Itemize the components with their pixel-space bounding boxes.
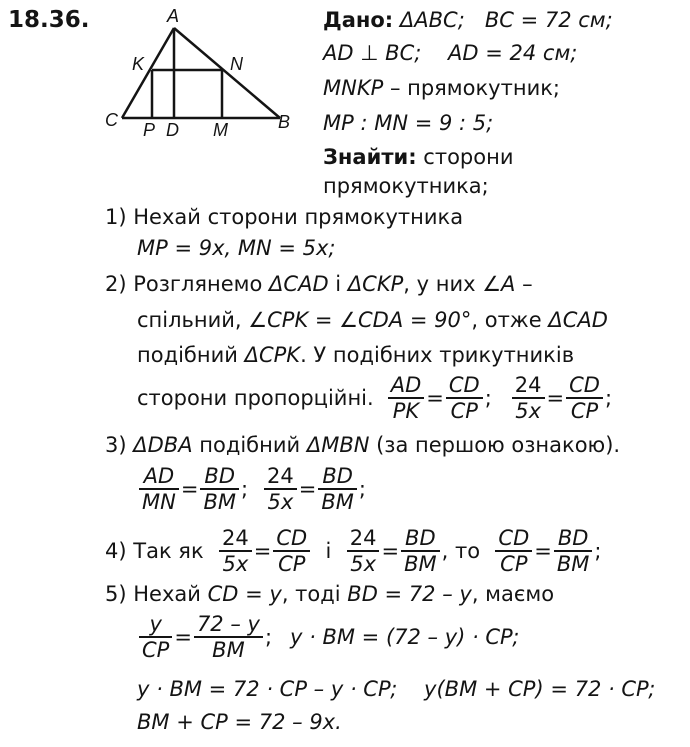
triangle-figure [100, 0, 300, 140]
step-2-text-e: , у них [403, 272, 483, 296]
fraction-numerator: CD [273, 526, 310, 552]
fraction-72y-bm [194, 612, 263, 662]
step-2-line-1 [105, 272, 533, 296]
fraction-denominator: 5x [267, 490, 294, 514]
fraction-denominator: BM [556, 552, 590, 576]
fraction-numerator: 24 [219, 526, 252, 552]
fraction-numerator: 24 [347, 526, 380, 552]
step-2-line-2 [137, 308, 608, 332]
step-2-text-a: Розглянемо [133, 272, 270, 296]
fraction-denominator: BM [203, 490, 236, 514]
fraction-numerator: 24 [264, 464, 297, 490]
fraction-y-cp [139, 612, 172, 662]
fraction-denominator: BM [321, 490, 354, 514]
step-2-angle-a: ∠A [482, 272, 516, 296]
step-1-text: Нехай сторони прямокутника [133, 205, 464, 229]
step-3-mbn: ΔMBN [306, 433, 370, 457]
find-label: Знайти: [323, 145, 417, 169]
fraction-ad-pk [388, 373, 425, 423]
step-5-line-1 [105, 582, 554, 606]
fraction-numerator: 24 [512, 373, 545, 399]
step-4-line: 4) Так як $\frac{24}{5x}$ = $\frac{CD}{CP}$ і $\frac{24}{5x}$ = $\frac{BD}{BM}$ , то $\frac{CD}{CP}$ = $\frac{BD}{BM}$ ; [105, 526, 602, 576]
step-2-num: 2) [105, 272, 127, 296]
fraction-bd-bm-2 [318, 464, 357, 514]
given-line-4: MP : MN = 9 : 5; [323, 111, 494, 135]
step-3-reason: (за першою ознакою). [369, 433, 621, 457]
fraction-24-5x-2 [264, 464, 297, 514]
given-line-1 [323, 8, 613, 32]
label-d: D [166, 120, 179, 140]
label-a: A [167, 6, 180, 26]
fraction-cd-cp-2 [566, 373, 603, 423]
fraction-cd-cp [446, 373, 483, 423]
given-ad: AD = 24 см; [448, 41, 578, 65]
label-b: B [278, 112, 291, 132]
step-3-dba: ΔDBA [133, 433, 193, 457]
step-2-line-4: сторони пропорційні. $\frac{AD}{PK}$ = $\frac{CD}{CP}$ ; $\frac{24}{5x}$ = $\frac{CD}{CP}$ ; [137, 373, 613, 423]
fraction-denominator: CP [142, 638, 170, 662]
fraction-cd-cp-3 [273, 526, 310, 576]
fraction-numerator: BD [200, 464, 239, 490]
step-2-ckp: ΔCKP [347, 272, 404, 296]
fraction-24-5x-4 [347, 526, 380, 576]
fraction-24-5x-3 [219, 526, 252, 576]
fraction-numerator: BD [401, 526, 440, 552]
step-4-then: , то [441, 539, 481, 563]
step-5-eq-2a: y · BM = 72 · CP – y · CP; [137, 677, 398, 701]
fraction-numerator: 72 – y [194, 612, 263, 638]
step-3-line-1 [105, 433, 620, 457]
label-n: N [230, 54, 243, 74]
given-abc: ΔABC; [399, 8, 465, 32]
step-2-common: спільний, [137, 308, 249, 332]
label-k: K [132, 54, 145, 74]
step-2-similar-text: . У подібних трикутників [300, 343, 575, 367]
step-2-cpk: ΔCPK [244, 343, 301, 367]
step-2-and: і [328, 272, 348, 296]
step-2-angles: ∠CPK = ∠CDA = 90° [248, 308, 472, 332]
step-2-line-3 [137, 343, 574, 367]
step-5-cd: CD = y [207, 582, 282, 606]
fraction-numerator: CD [446, 373, 483, 399]
fraction-numerator: BD [318, 464, 357, 490]
step-5-line-2: $\frac{y}{CP}$ = $\frac{72 - y}{BM}$ ; y · BM = (72 – y) · CP; [137, 608, 519, 666]
given-line-3 [323, 76, 560, 100]
step-5-num: 5) [105, 582, 127, 606]
given-rect: – прямокутник; [383, 76, 560, 100]
step-5-bd: BD = 72 – y [347, 582, 472, 606]
side-ca [122, 28, 174, 118]
step-5-have: , маємо [471, 582, 555, 606]
step-3-similar: подібний [192, 433, 307, 457]
step-5-line-4: BM + CP = 72 – 9x. [137, 710, 342, 734]
fraction-numerator: BD [554, 526, 593, 552]
step-4-since: Так як [133, 539, 204, 563]
problem-number: 18.36. [8, 7, 90, 33]
given-perp: AD ⊥ BC; [323, 41, 422, 65]
fraction-bd-bm-3 [401, 526, 440, 576]
fraction-denominator: CP [278, 552, 306, 576]
step-4-num: 4) [105, 539, 127, 563]
fraction-numerator: CD [566, 373, 603, 399]
find-line-1 [323, 145, 513, 169]
fraction-numerator: CD [495, 526, 532, 552]
fraction-numerator: AD [139, 464, 179, 490]
fraction-numerator: y [139, 612, 172, 638]
step-2-similar: подібний [137, 343, 245, 367]
step-1-line-1 [105, 205, 463, 229]
step-3-line-2: $\frac{AD}{MN}$ = $\frac{BD}{BM}$ ; $\frac{24}{5x}$ = $\frac{BD}{BM}$ ; [137, 460, 366, 518]
step-2-cad: ΔCAD [269, 272, 329, 296]
step-2-dash: – [515, 272, 533, 296]
given-line-2 [323, 41, 577, 65]
step-1-expr: MP = 9x, MN = 5x; [137, 236, 336, 260]
fraction-denominator: BM [212, 638, 245, 662]
find-line-2: прямокутника; [323, 174, 489, 198]
fraction-bd-bm [200, 464, 239, 514]
given-bc: BC = 72 см; [484, 8, 613, 32]
fraction-denominator: PK [392, 399, 420, 423]
label-c: C [105, 110, 118, 130]
step-5-eq-2b: y(BM + CP) = 72 · CP; [424, 677, 656, 701]
label-p: P [143, 120, 156, 140]
given-mnkp: MNKP [323, 76, 384, 100]
fraction-denominator: BM [404, 552, 437, 576]
given-label: Дано: [323, 8, 394, 32]
fraction-numerator: AD [388, 373, 425, 399]
fraction-cd-cp-4 [495, 526, 532, 576]
step-5-let: Нехай [133, 582, 208, 606]
step-1-num: 1) [105, 205, 127, 229]
step-3-num: 3) [105, 433, 127, 457]
fraction-24-5x [512, 373, 545, 423]
find-text-1: сторони [416, 145, 514, 169]
step-5-eq-1: y · BM = (72 – y) · CP; [290, 625, 520, 649]
fraction-denominator: 5x [350, 552, 376, 576]
fraction-denominator: 5x [515, 399, 542, 423]
fraction-bd-bm-4 [554, 526, 593, 576]
fraction-denominator: MN [142, 490, 176, 514]
fraction-ad-mn [139, 464, 179, 514]
step-4-and: і [325, 539, 332, 563]
fraction-denominator: CP [500, 552, 528, 576]
fraction-denominator: CP [450, 399, 478, 423]
fraction-denominator: 5x [222, 552, 249, 576]
step-5-line-3 [137, 677, 655, 701]
fraction-denominator: CP [570, 399, 599, 423]
step-2-therefore: , отже [471, 308, 549, 332]
side-ab [174, 28, 280, 118]
step-2-cad-2: ΔCAD [548, 308, 608, 332]
step-5-then: , тоді [281, 582, 348, 606]
label-m: M [213, 120, 228, 140]
step-2-proportional: сторони пропорційні. [137, 386, 374, 410]
